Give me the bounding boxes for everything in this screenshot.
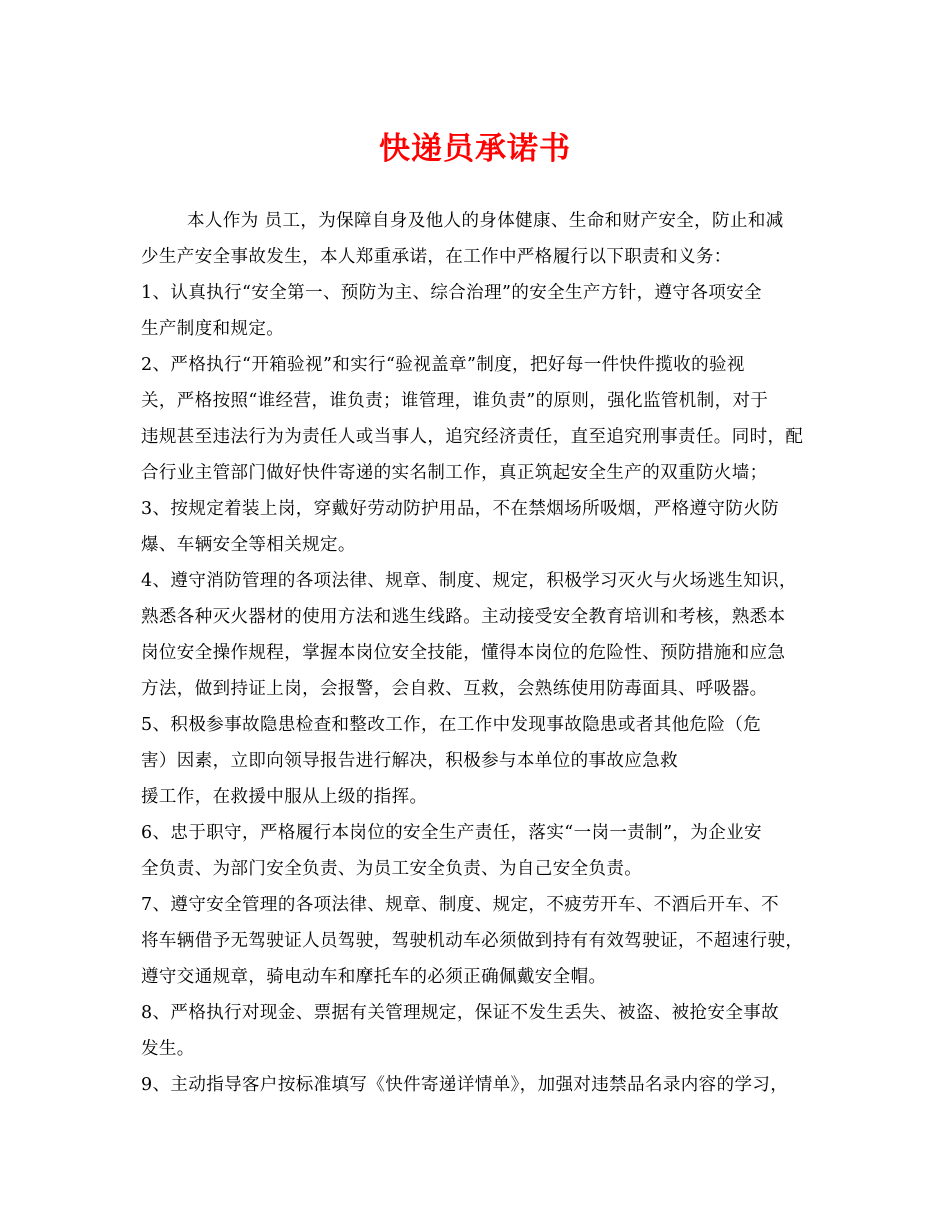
body-line-item-2c: 违规甚至违法行为为责任人或当事人，追究经济责任，直至追究刑事责任。同时，配 xyxy=(141,427,804,447)
body-line-item-9a: 9、主动指导客户按标准填写《快件寄递详情单》，加强对违禁品名录内容的学习， xyxy=(141,1075,789,1095)
body-line-item-2a: 2、严格执行“开箱验视”和实行“验视盖章”制度，把好每一件快件揽收的验视 xyxy=(141,355,745,375)
body-line-item-5b: 害）因素，立即向领导报告进行解决，积极参与本单位的事故应急救 xyxy=(141,751,678,771)
body-line-item-2d: 合行业主管部门做好快件寄递的实名制工作，真正筑起安全生产的双重防火墙； xyxy=(141,463,768,483)
body-line-item-3b: 爆、车辆安全等相关规定。 xyxy=(141,535,356,555)
body-line-item-7c: 遵守交通规章，骑电动车和摩托车的必须正确佩戴安全帽。 xyxy=(141,967,607,987)
body-line-item-5a: 5、积极参事故隐患检查和整改工作，在工作中发现事故隐患或者其他危险（危 xyxy=(141,715,762,735)
body-line-item-2b: 关，严格按照“谁经营，谁负责；谁管理，谁负责”的原则，强化监管机制，对于 xyxy=(141,391,769,411)
body-line-item-3a: 3、按规定着装上岗，穿戴好劳动防护用品，不在禁烟场所吸烟，严格遵守防火防 xyxy=(141,499,780,519)
body-line-item-6a: 6、忠于职守，严格履行本岗位的安全生产责任，落实“一岗一责制”，为企业安 xyxy=(141,823,762,843)
body-line-item-8a: 8、严格执行对现金、票据有关管理规定，保证不发生丢失、被盗、被抢安全事故 xyxy=(141,1003,780,1023)
body-line-item-4b: 熟悉各种灭火器材的使用方法和逃生线路。主动接受安全教育培训和考核，熟悉本 xyxy=(141,607,786,627)
body-line-item-7a: 7、遵守安全管理的各项法律、规章、制度、规定，不疲劳开车、不酒后开车、不 xyxy=(141,895,780,915)
body-line-item-4c: 岗位安全操作规程，掌握本岗位安全技能，懂得本岗位的危险性、预防措施和应急 xyxy=(141,643,786,663)
body-line-item-4a: 4、遵守消防管理的各项法律、规章、制度、规定，积极学习灭火与火场逃生知识， xyxy=(141,571,797,591)
body-line-item-1a: 1、认真执行“安全第一、预防为主、综合治理”的安全生产方针，遵守各项安全 xyxy=(141,283,762,303)
body-line-item-7b: 将车辆借予无驾驶证人员驾驶，驾驶机动车必须做到持有有效驾驶证，不超速行驶， xyxy=(141,931,804,951)
body-line-item-6b: 全负责、为部门安全负责、为员工安全负责、为自己安全负责。 xyxy=(141,859,643,879)
body-line-item-5c: 援工作，在救援中服从上级的指挥。 xyxy=(141,787,428,807)
body-line-item-8b: 发生。 xyxy=(141,1039,195,1059)
body-line-intro-1: 本人作为 员工，为保障自身及他人的身体健康、生命和财产安全，防止和减 xyxy=(187,211,784,231)
body-line-item-1b: 生产制度和规定。 xyxy=(141,319,285,339)
body-line-intro-2: 少生产安全事故发生，本人郑重承诺，在工作中严格履行以下职责和义务： xyxy=(141,247,732,267)
body-line-item-4d: 方法，做到持证上岗，会报警，会自救、互救，会熟练使用防毒面具、呼吸器。 xyxy=(141,679,768,699)
document-title: 快递员承诺书 xyxy=(379,131,571,167)
